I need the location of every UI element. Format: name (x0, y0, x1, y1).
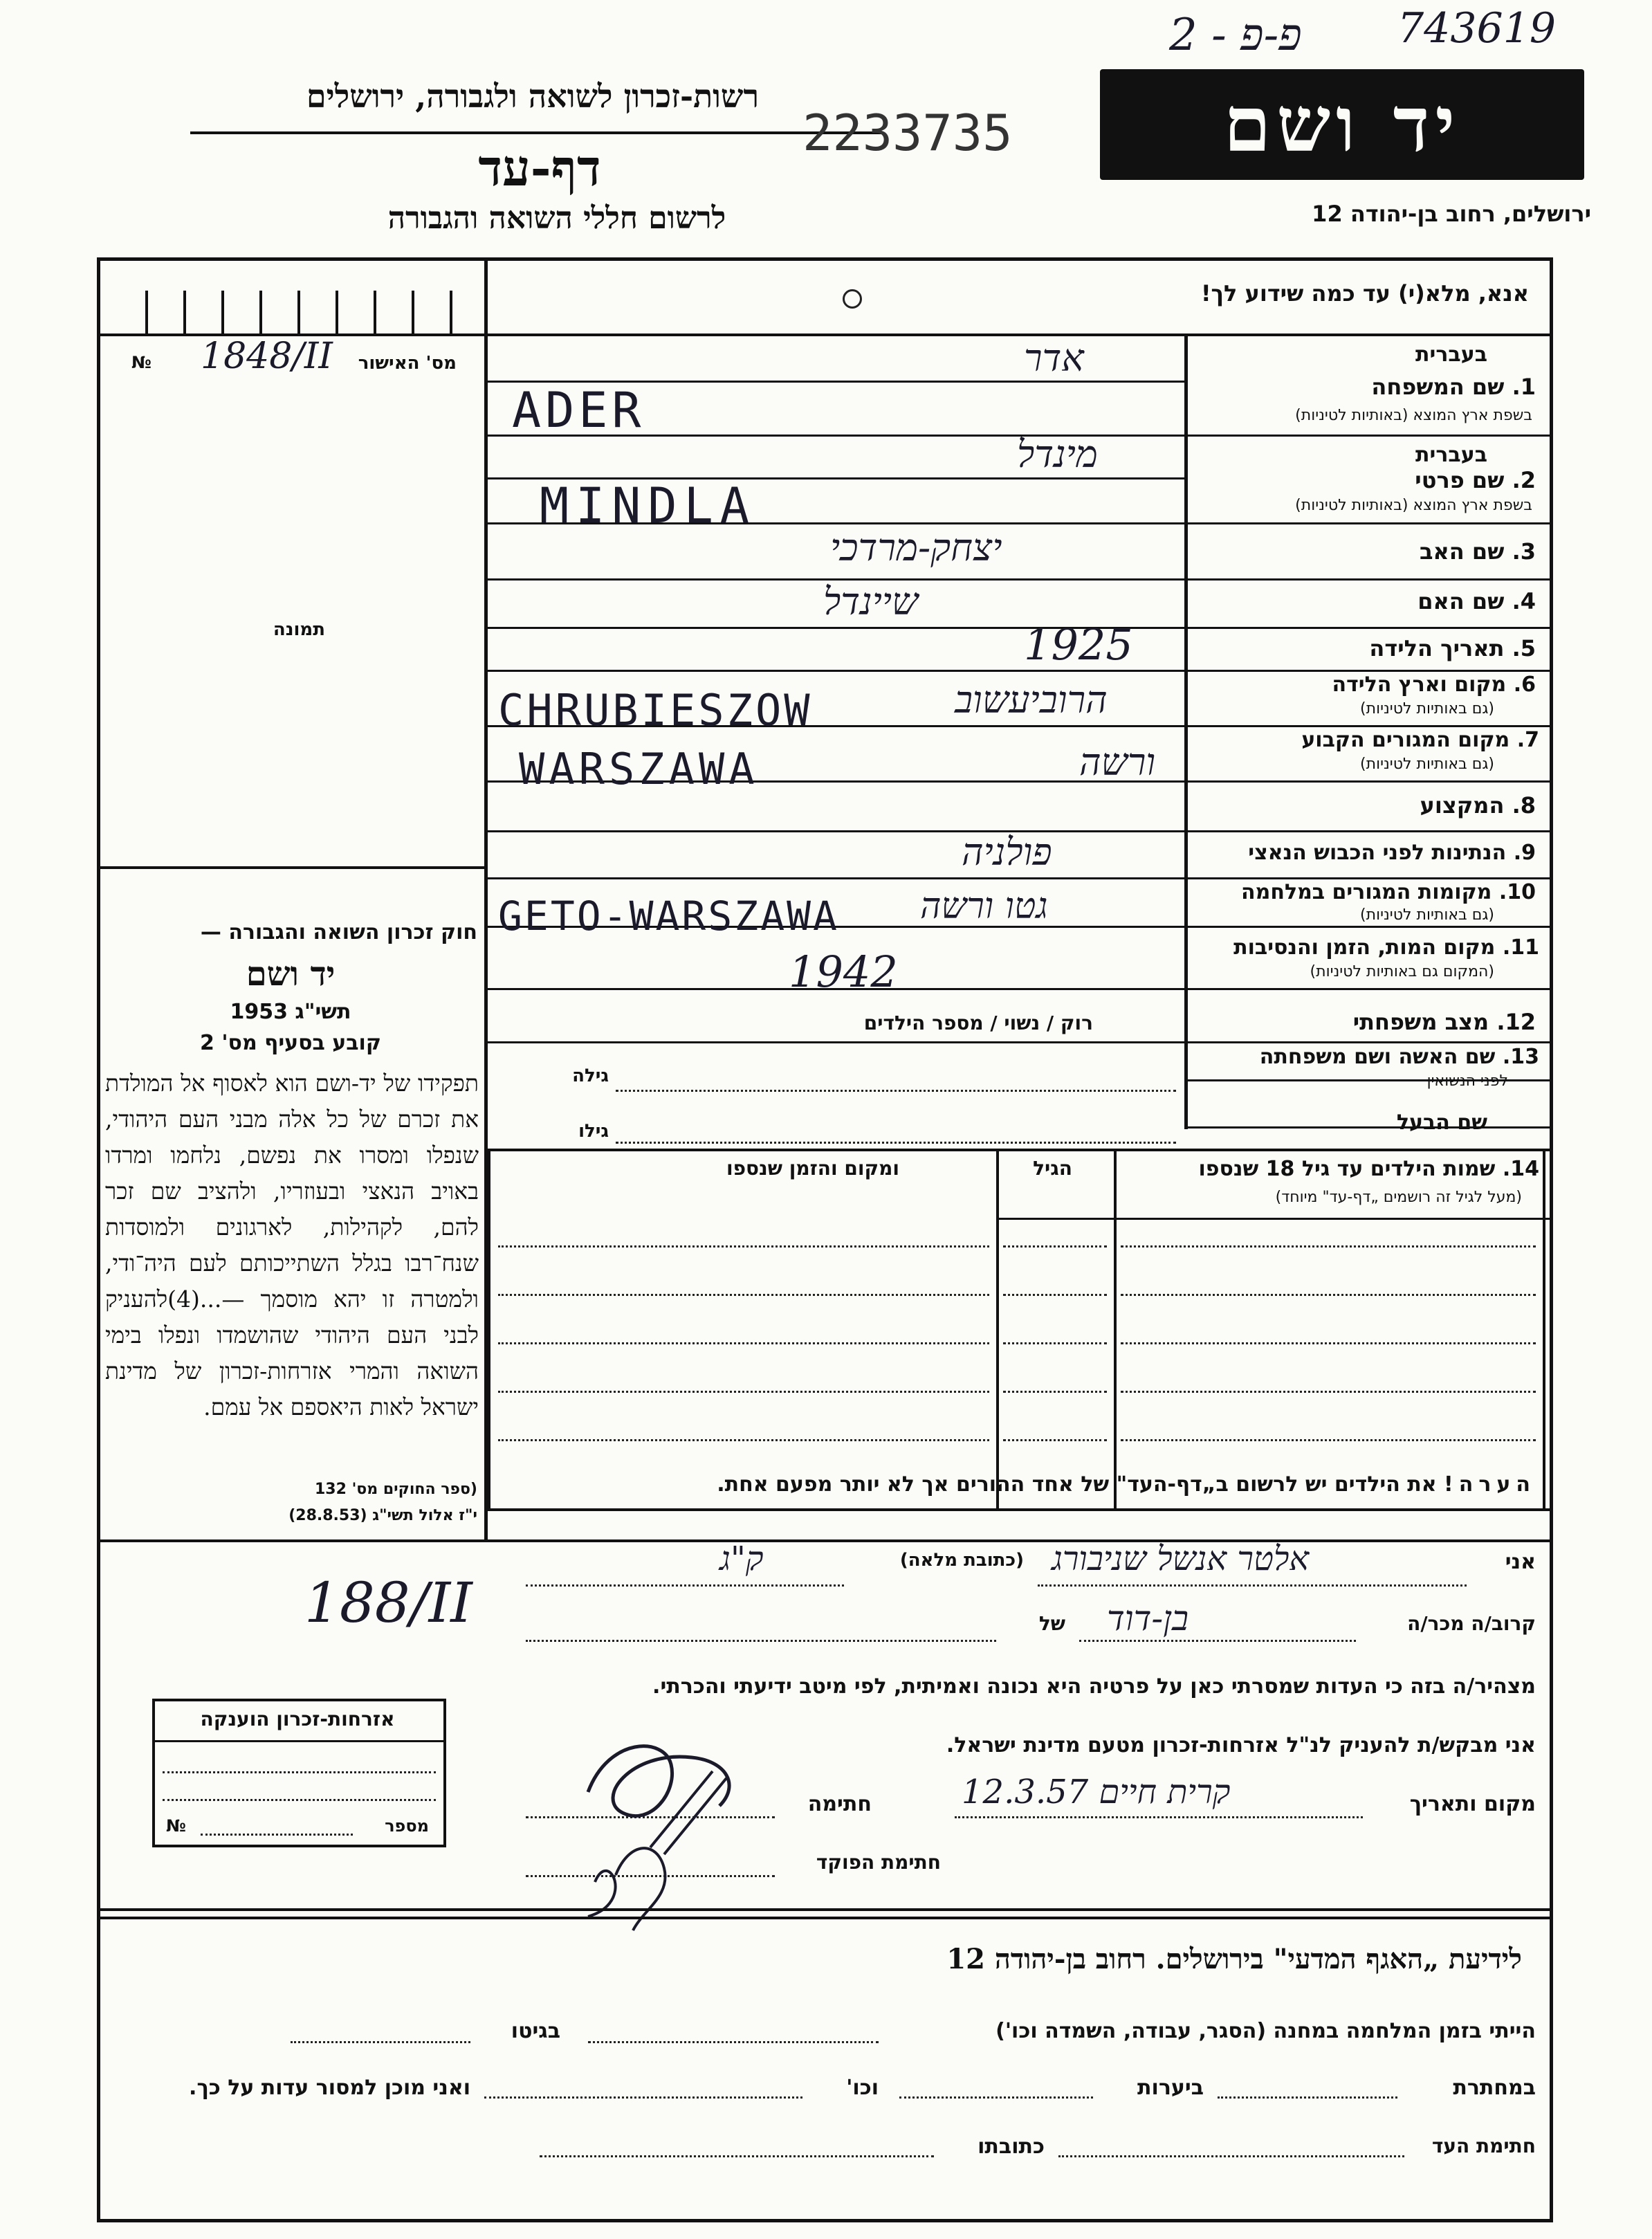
field-10-label: 10. מקומות המגורים במלחמה (1241, 880, 1536, 904)
field-6-label: 6. מקום וארץ הלידה (1332, 673, 1536, 697)
footer-line-2a: במחתרת (1453, 2076, 1536, 2100)
form-subtitle: לרשום חללי השואה והגבורה (387, 201, 726, 236)
testimony-address-line (526, 1584, 844, 1587)
footer-double-line-1 (100, 1908, 1553, 1911)
children-place-header: ומקום והזמן שנספו (726, 1157, 899, 1180)
testimony-of-label: של (1038, 1612, 1065, 1635)
handwritten-signature (567, 1709, 775, 1937)
children-right-border (1543, 1150, 1545, 1510)
law-name: יד ושם (246, 955, 336, 994)
testimony-relative-line (1079, 1640, 1356, 1642)
photo-box-bottom (100, 866, 486, 869)
field-11-label: 11. מקום המות, הזמן והנסיבות (1233, 935, 1539, 960)
citizenship-number-label: מספר (385, 1816, 429, 1836)
field-11-value[interactable]: 1942 (789, 947, 898, 997)
field-1-latin-note: בשפת ארץ המוצא (באותיות לטיניות) (1295, 407, 1532, 424)
top-right-annotation: 2 - פ-פ (1169, 10, 1302, 61)
husband-age-label: גילו (578, 1121, 609, 1142)
field-7-latin-value[interactable]: WARSZAWA (519, 744, 759, 794)
footer-line-2-blank-2[interactable] (899, 2096, 1093, 2099)
field-10-hebrew-value[interactable]: גטו ורשה (920, 886, 1048, 927)
testimony-side-number: 188/II (304, 1571, 472, 1635)
law-clause: קובע בסעיף מס' 2 (200, 1031, 381, 1055)
field-14-name: שמות הילדים עד גיל 18 שנספו (1198, 1157, 1496, 1181)
field-7-label: 7. מקום המגורים הקבוע (1301, 728, 1539, 752)
field-1-name: שם המשפחה (1371, 374, 1505, 400)
signature-label: חתימה (807, 1792, 872, 1816)
footer-line-2-blank[interactable] (1218, 2096, 1397, 2099)
field-10-name: מקומות המגורים במלחמה (1241, 880, 1492, 904)
field-7-name: מקום המגורים הקבוע (1301, 728, 1510, 752)
field-12-name: מצב משפחתי (1352, 1009, 1489, 1035)
field-3-name: שם האב (1419, 538, 1505, 565)
footer-line-1-blank[interactable] (588, 2041, 879, 2043)
testimony-i-value[interactable]: אלטר אנשל שניבורג (1052, 1539, 1310, 1578)
citizenship-number-line[interactable] (201, 1834, 353, 1836)
law-year: תשי"ג 1953 (230, 1000, 351, 1024)
field-6-latin-value[interactable]: CHRUBIESZOW (498, 685, 813, 735)
law-body: תפקידו של יד-ושם הוא לאסוף אל המולדת את זכרם של כל אלה מבני העם היהודי, שנפלו ומסרו את נפשם, נלחמו ומרדו באויב הנאצי ובעוזריו, ולהציב שם זכר להם, לקהילות, לארגונים ולמוסדות שנח־רבו בגלל השתייכותם לעם היה־ודי, ולמטרה זו יהא מוסמך —...(4)להעניק לבני העם היהודי שהושמדו ונפלו בימי השואה והמרי אזרחות-זכרון של מדינת ישראל לאות היאספם אל עמם. (105, 1070, 479, 1420)
children-col-1 (996, 1150, 999, 1510)
field-6-note: (גם באותיות לטיניות) (1360, 700, 1494, 718)
field-2-name: שם פרטי (1415, 467, 1505, 493)
footer-line-2-blank-3[interactable] (484, 2096, 802, 2099)
testimony-address-value[interactable]: ק"ג (719, 1539, 764, 1578)
children-header-bottom (996, 1218, 1553, 1220)
logo-text: יד ושם (1223, 80, 1461, 169)
footer-line-1a: הייתי בזמן המלחמה במחנה (הסגר, עבודה, השמדה וכו') (995, 2019, 1536, 2043)
citizenship-no-label: № (166, 1816, 186, 1836)
field-13-name: שם האשה ושם משפחתה (1259, 1045, 1496, 1069)
field-12-options[interactable]: רוק / נשוי / מספר הילדים (863, 1012, 1093, 1034)
field-5-label: 5. תאריך הלידה (1369, 635, 1536, 661)
photo-label: תמונה (273, 619, 325, 640)
footer-line-3b: כתובתו (978, 2135, 1045, 2159)
testimony-relative-label: קרוב/ה מכר/ה (1407, 1612, 1536, 1635)
footer-line-3-blank[interactable] (1058, 2155, 1404, 2157)
field-6-hebrew-value[interactable]: הרוביעשוב (955, 678, 1108, 722)
field-4-name: שם האם (1417, 588, 1505, 614)
note-label: הערה! (1444, 1472, 1536, 1497)
testimony-declaration: מצהיר/ה בזה כי העדות שמסרתי כאן על פרטיה היא נכונה ואמיתית, לפי מיטב ידיעתי והכרתי. (652, 1674, 1536, 1699)
field-12-label: 12. מצב משפחתי (1352, 1009, 1536, 1035)
footer-line-1-blank-2[interactable] (291, 2041, 470, 2043)
field-2-hebrew-value[interactable]: מינדל (1017, 432, 1098, 476)
field-9-label: 9. הנתינות לפני הכבוש הנאצי (1248, 841, 1536, 865)
field-1-hebrew-value[interactable]: אדר (1024, 336, 1084, 380)
law-title: חוק זכרון השואה והגבורה — (200, 920, 477, 944)
children-table-bottom (488, 1508, 1553, 1511)
footer-line-3-blank-2[interactable] (540, 2155, 934, 2157)
logo (1100, 69, 1584, 180)
field-10-latin-value[interactable]: GETO-WARSZAWA (498, 893, 839, 940)
testimony-address-label: (כתובת מלאה) (899, 1550, 1024, 1571)
field-14-note: (מעל לגיל זה רושמים „דף-עד" מיוחד) (1275, 1189, 1522, 1206)
approval-number-value: 1848/II (201, 336, 333, 377)
field-3-value[interactable]: יצחק-מרדכי (830, 526, 1002, 569)
center-mark (843, 289, 862, 309)
testimony-i-line (1038, 1584, 1467, 1587)
form-title: דף-עד (478, 138, 601, 197)
note-text (526, 1472, 1536, 1497)
law-ref-1: (ספר החוקים מס' 132 (314, 1481, 477, 1498)
husband-line[interactable] (616, 1142, 1176, 1144)
field-2-label: 2. שם פרטי (1415, 467, 1536, 493)
field-6-name: מקום וארץ הלידה (1332, 673, 1507, 697)
field-8-name: המקצוע (1420, 792, 1505, 819)
field-13-maiden-line[interactable] (616, 1090, 1176, 1092)
children-left-border (488, 1150, 490, 1510)
mid-separator (100, 1539, 1553, 1542)
field-3-label: 3. שם האב (1419, 538, 1536, 565)
in-hebrew-label-1: בעברית (1415, 342, 1487, 367)
place-date-label: מקום ותאריך (1409, 1792, 1536, 1816)
citizenship-box-title: אזרחות-זכרון הוענקה (200, 1708, 395, 1730)
field-13-maiden-label: גילה (572, 1066, 609, 1086)
footer-heading: לידיעת „האגף המדעי" בירושלים. רחוב בן-יהודה 12 (946, 1943, 1522, 1975)
field-4-value[interactable]: שיינדל (823, 580, 919, 623)
footer-double-line-2 (100, 1917, 1553, 1919)
field-5-name: תאריך הלידה (1369, 635, 1505, 661)
field-4-label: 4. שם האם (1417, 588, 1536, 614)
labels-column-divider (1184, 333, 1188, 1129)
clerk-signature-label: חתימת הפוקד (816, 1851, 941, 1874)
field-2-latin-value[interactable]: MINDLA (540, 477, 756, 534)
approval-no-label: № (131, 353, 152, 372)
place-date-line (955, 1816, 1363, 1818)
citizenship-box-divider (154, 1740, 445, 1742)
children-table-top (488, 1149, 1553, 1151)
field-11-note: (המקום גם באותיות לטיניות) (1310, 963, 1494, 980)
top-row-divider (484, 333, 1553, 336)
field-1-label: 1. שם המשפחה (1371, 374, 1536, 400)
top-right-number: 743619 (1397, 4, 1557, 53)
field-7-hebrew-value[interactable]: ורשה (1079, 740, 1156, 784)
field-10-note: (גם באותיות לטיניות) (1360, 906, 1494, 924)
field-7-note: (גם באותיות לטיניות) (1360, 756, 1494, 773)
institution-underline (190, 131, 882, 134)
testimony-of-line[interactable] (526, 1640, 996, 1642)
testimony-i-label: אני (1505, 1550, 1536, 1574)
in-hebrew-label-2: בעברית (1415, 443, 1487, 467)
citizenship-box-line-2[interactable] (163, 1799, 436, 1801)
footer-line-1b: בגיטו (511, 2019, 560, 2043)
institution-line: רשות-זכרון לשואה ולגבורה, ירושלים (306, 77, 760, 115)
citizenship-box-line-1[interactable] (163, 1771, 436, 1773)
footer-line-3a: חתימת העד (1431, 2135, 1536, 2157)
field-13-note: לפני הנשואין (1426, 1072, 1508, 1090)
testimony-request: אני מבקש/ת להעניק לנ"ל אזרחות-זכרון מטעם מדינת ישראל. (946, 1733, 1536, 1757)
field-1-latin-value[interactable]: ADER (512, 382, 645, 439)
field-9-name: הנתינות לפני הכבוש הנאצי (1248, 841, 1507, 865)
children-col-2 (1114, 1150, 1117, 1510)
children-age-header: הגיל (1033, 1157, 1072, 1180)
field-9-value[interactable]: פולניה (962, 830, 1052, 874)
stamped-number: 2233735 (802, 104, 1013, 162)
footer-line-2c: וכו' (846, 2076, 879, 2100)
field-5-value[interactable]: 1925 (1024, 619, 1133, 670)
footer-line-2d: ואני מוכן למסור עדות על כך. (189, 2076, 470, 2100)
testimony-relative-value[interactable]: בן-דוד (1107, 1598, 1189, 1638)
form-intro: אנא, מלא(י) עד כמה שידוע לך! (1200, 280, 1529, 307)
law-ref-2: י"ז אלול תשי"ג (28.8.53) (288, 1507, 477, 1524)
field-8-label: 8. המקצוע (1420, 792, 1536, 819)
place-date-value[interactable]: קרית חיים 12.3.57 (962, 1773, 1231, 1811)
note-body: את הילדים יש לרשום ב„דף-העד" של אחד ההורים אך לא יותר מפעם אחת. (717, 1472, 1437, 1497)
address-line: ירושלים, רחוב בן-יהודה 12 (1312, 201, 1591, 227)
field-13-label: 13. שם האשה ושם משפחתה (1259, 1045, 1539, 1069)
field-14-label: 14. שמות הילדים עד גיל 18 שנספו (1198, 1157, 1539, 1181)
field-11-name: מקום המות, הזמן והנסיבות (1233, 935, 1496, 960)
footer-line-2b: ביערות (1137, 2076, 1204, 2100)
field-2-latin-note: בשפת ארץ המוצא (באותיות לטיניות) (1295, 497, 1532, 514)
husband-label: שם הבעל (1396, 1111, 1487, 1135)
approval-number-label: מס' האישור (358, 353, 457, 374)
